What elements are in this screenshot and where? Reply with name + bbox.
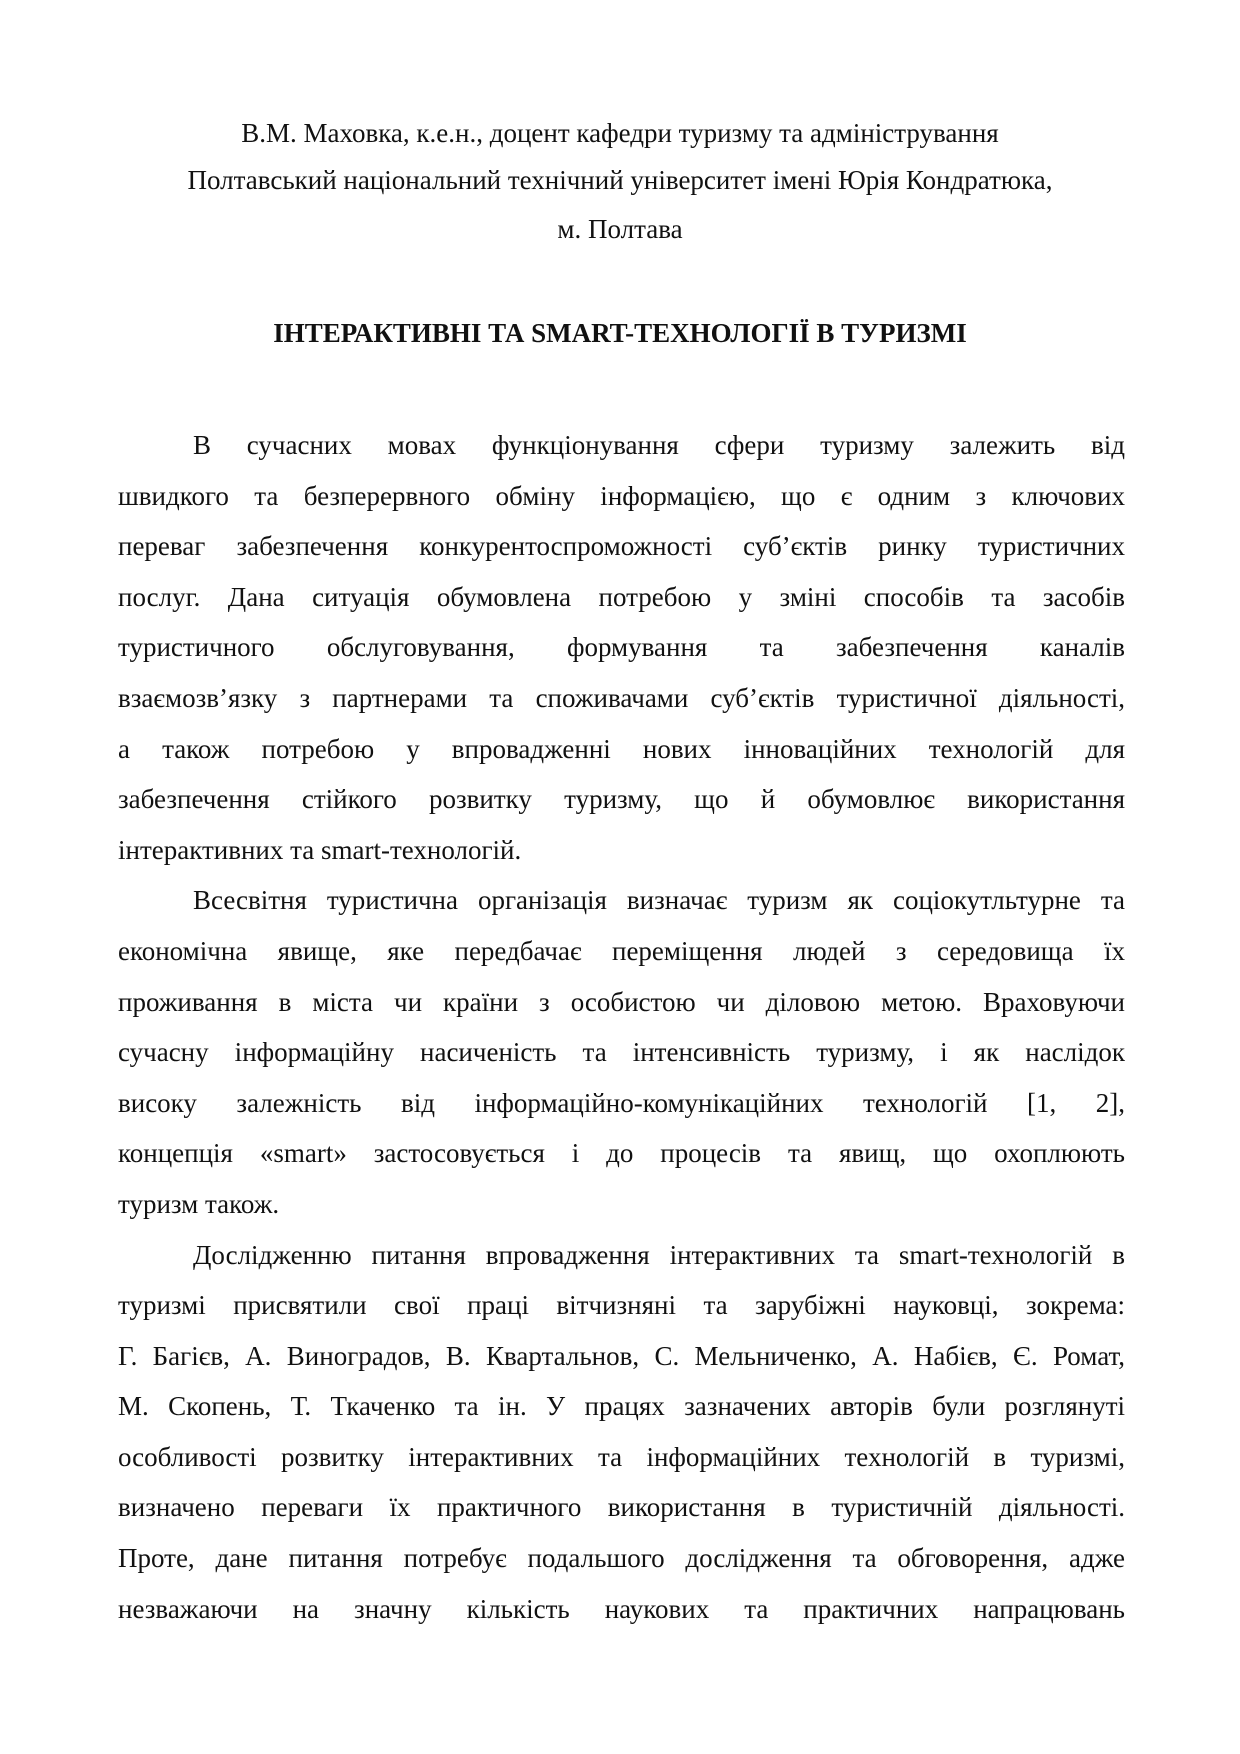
- author-line: В.М. Маховка, к.е.н., доцент кафедри туризму та адміністрування: [241, 118, 999, 148]
- text-line: взаємозв’язку з партнерами та споживачами суб’єктів туристичної діяльності,: [118, 682, 1125, 713]
- text-line: концепція «smart» застосовується і до процесів та явищ, що охоплюють: [118, 1138, 1125, 1169]
- text-line: переваг забезпечення конкурентоспроможності суб’єктів ринку туристичних: [118, 531, 1125, 562]
- text-line: туристичного обслуговування, формування та забезпечення каналів: [118, 632, 1125, 663]
- text-line: Дослідженню питання впровадження інтерактивних та smart-технологій в: [193, 1239, 1125, 1270]
- text-line: Всесвітня туристична організація визначає туризм як соціокутльтурне та: [193, 885, 1125, 916]
- article-body: [118, 420, 1125, 1634]
- university-line: Полтавський національний технічний університет імені Юрія Кондратюка,: [187, 165, 1053, 195]
- text-line: визначено переваги їх практичного використання в туристичній діяльності.: [118, 1492, 1125, 1523]
- paragraph-2: [118, 875, 1125, 1229]
- text-line: проживання в міста чи країни з особистою чи діловою метою. Враховуючи: [118, 986, 1125, 1017]
- text-line: Г. Багієв, А. Виноградов, В. Квартальнов, С. Мельниченко, А. Набієв, Є. Ромат,: [118, 1340, 1125, 1371]
- text-line: незважаючи на значну кількість наукових та практичних напрацювань: [118, 1593, 1125, 1624]
- text-line: туризмі присвятили свої праці вітчизняні та зарубіжні науковці, зокрема:: [118, 1290, 1125, 1321]
- text-line: інтерактивних та smart-технологій.: [118, 834, 522, 865]
- text-line: забезпечення стійкого розвитку туризму, що й обумовлює використання: [118, 784, 1125, 815]
- text-line: М. Скопень, Т. Ткаченко та ін. У працях зазначених авторів були розглянуті: [118, 1391, 1125, 1422]
- city-line: м. Полтава: [557, 214, 683, 244]
- text-line: швидкого та безперервного обміну інформацією, що є одним з ключових: [118, 480, 1125, 511]
- text-line: а також потребою у впровадженні нових інноваційних технологій для: [118, 733, 1125, 764]
- paragraph-3: [118, 1230, 1125, 1635]
- text-line: туризм також.: [118, 1188, 280, 1219]
- text-line: економічна явище, яке передбачає переміщення людей з середовища їх: [118, 935, 1125, 966]
- text-line: сучасну інформаційну насиченість та інтенсивність туризму, і як наслідок: [118, 1037, 1125, 1068]
- text-line: послуг. Дана ситуація обумовлена потребою у зміні способів та засобів: [118, 581, 1125, 612]
- text-line: В сучасних мовах функціонування сфери туризму залежить від: [193, 430, 1125, 460]
- text-line: особливості розвитку інтерактивних та інформаційних технологій в туризмі,: [118, 1441, 1125, 1472]
- text-line: Проте, дане питання потребує подальшого дослідження та обговорення, адже: [118, 1543, 1125, 1574]
- paragraph-1: [118, 420, 1125, 875]
- text-line: високу залежність від інформаційно-комунікаційних технологій [1, 2],: [118, 1087, 1125, 1118]
- article-title: ІНТЕРАКТИВНІ ТА SMART-ТЕХНОЛОГІЇ В ТУРИЗМІ: [273, 318, 967, 348]
